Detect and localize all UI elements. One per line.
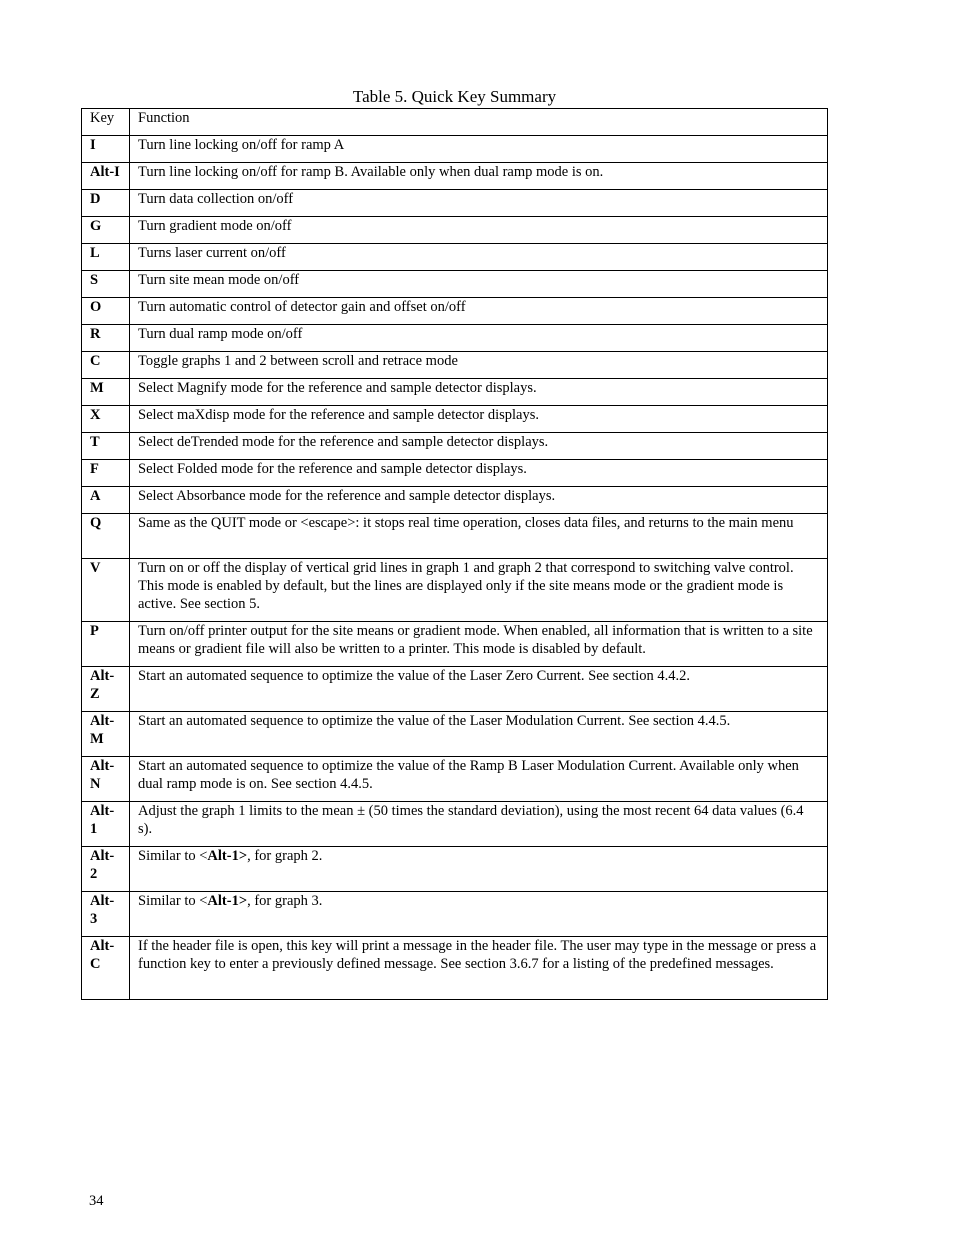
- key-cell: F: [82, 460, 130, 487]
- function-cell: Select deTrended mode for the reference and sample detector displays.: [130, 433, 828, 460]
- table-row: [82, 514, 828, 559]
- function-text-pre: Similar to <: [138, 893, 208, 909]
- key-cell: P: [82, 622, 130, 667]
- table-row: [82, 325, 828, 352]
- key-cell: X: [82, 406, 130, 433]
- key-cell: G: [82, 217, 130, 244]
- function-cell: Select Absorbance mode for the reference and sample detector displays.: [130, 487, 828, 514]
- table-row: [82, 892, 828, 937]
- table-header-row: [82, 109, 828, 136]
- table-row: [82, 559, 828, 622]
- key-cell: A: [82, 487, 130, 514]
- key-cell: C: [82, 352, 130, 379]
- function-cell: Turn line locking on/off for ramp A: [130, 136, 828, 163]
- key-cell: Alt-1: [82, 802, 130, 847]
- quick-key-table-body: [82, 109, 828, 1000]
- table-row: [82, 667, 828, 712]
- function-text-bold: Alt-1>: [207, 848, 248, 864]
- table-row: [82, 757, 828, 802]
- table-row: [82, 712, 828, 757]
- function-cell: Turn automatic control of detector gain and offset on/off: [130, 298, 828, 325]
- table-row: [82, 622, 828, 667]
- function-cell: Turn on or off the display of vertical grid lines in graph 1 and graph 2 that correspond to switching valve control. This mode is enabled by default, but the lines are displayed only if the site means mode or the gradient mode is active. See section 5.: [130, 559, 828, 622]
- table-row: [82, 136, 828, 163]
- table-row: [82, 802, 828, 847]
- function-cell: [130, 847, 828, 892]
- key-cell: D: [82, 190, 130, 217]
- function-cell: Select Magnify mode for the reference and sample detector displays.: [130, 379, 828, 406]
- key-cell: Alt-I: [82, 163, 130, 190]
- function-cell: If the header file is open, this key will print a message in the header file. The user may type in the message or press a function key to enter a previously defined message. See section 3.6.7 for a listing of the predefined messages.: [130, 937, 828, 1000]
- function-cell: Turn data collection on/off: [130, 190, 828, 217]
- table-row: [82, 352, 828, 379]
- key-cell: S: [82, 271, 130, 298]
- table-row: [82, 937, 828, 1000]
- table-row: [82, 271, 828, 298]
- table-row: [82, 433, 828, 460]
- table-row: [82, 190, 828, 217]
- table-row: [82, 163, 828, 190]
- table-row: [82, 217, 828, 244]
- function-cell: Adjust the graph 1 limits to the mean ± (50 times the standard deviation), using the most recent 64 data values (6.4 s).: [130, 802, 828, 847]
- key-cell: Alt-2: [82, 847, 130, 892]
- function-cell: Turn site mean mode on/off: [130, 271, 828, 298]
- page-number: 34: [89, 1193, 104, 1209]
- function-cell: Turn line locking on/off for ramp B. Available only when dual ramp mode is on.: [130, 163, 828, 190]
- key-cell: I: [82, 136, 130, 163]
- function-cell: [130, 892, 828, 937]
- quick-key-table: [81, 108, 828, 1000]
- function-cell: Select maXdisp mode for the reference and sample detector displays.: [130, 406, 828, 433]
- function-cell: Same as the QUIT mode or <escape>: it stops real time operation, closes data files, and returns to the main menu: [130, 514, 828, 559]
- table-row: [82, 244, 828, 271]
- function-cell: Turn dual ramp mode on/off: [130, 325, 828, 352]
- function-cell: Start an automated sequence to optimize the value of the Laser Zero Current. See section 4.4.2.: [130, 667, 828, 712]
- function-text-bold: Alt-1>: [207, 893, 248, 909]
- header-key: Key: [82, 109, 130, 136]
- function-cell: Turns laser current on/off: [130, 244, 828, 271]
- function-text-pre: Similar to <: [138, 848, 208, 864]
- function-cell: Turn on/off printer output for the site means or gradient mode. When enabled, all information that is written to a site means or gradient file will also be written to a printer. This mode is disabled by default.: [130, 622, 828, 667]
- table-row: [82, 460, 828, 487]
- function-cell: Select Folded mode for the reference and sample detector displays.: [130, 460, 828, 487]
- key-cell: O: [82, 298, 130, 325]
- key-cell: Q: [82, 514, 130, 559]
- key-cell: V: [82, 559, 130, 622]
- key-cell: M: [82, 379, 130, 406]
- table-row: [82, 298, 828, 325]
- key-cell: Alt-M: [82, 712, 130, 757]
- key-cell: L: [82, 244, 130, 271]
- table-row: [82, 406, 828, 433]
- header-function: Function: [130, 109, 828, 136]
- key-cell: Alt-N: [82, 757, 130, 802]
- function-cell: Turn gradient mode on/off: [130, 217, 828, 244]
- key-cell: Alt-3: [82, 892, 130, 937]
- key-cell: T: [82, 433, 130, 460]
- function-text-post: , for graph 2.: [247, 848, 323, 864]
- function-cell: Start an automated sequence to optimize the value of the Ramp B Laser Modulation Current. Available only when dual ramp mode is on. See section 4.4.5.: [130, 757, 828, 802]
- key-cell: Alt-Z: [82, 667, 130, 712]
- table-caption: Table 5. Quick Key Summary: [352, 87, 557, 106]
- table-row: [82, 487, 828, 514]
- function-text-post: , for graph 3.: [247, 893, 323, 909]
- key-cell: Alt-C: [82, 937, 130, 1000]
- table-row: [82, 847, 828, 892]
- function-cell: Start an automated sequence to optimize the value of the Laser Modulation Current. See section 4.4.5.: [130, 712, 828, 757]
- function-cell: Toggle graphs 1 and 2 between scroll and retrace mode: [130, 352, 828, 379]
- table-row: [82, 379, 828, 406]
- key-cell: R: [82, 325, 130, 352]
